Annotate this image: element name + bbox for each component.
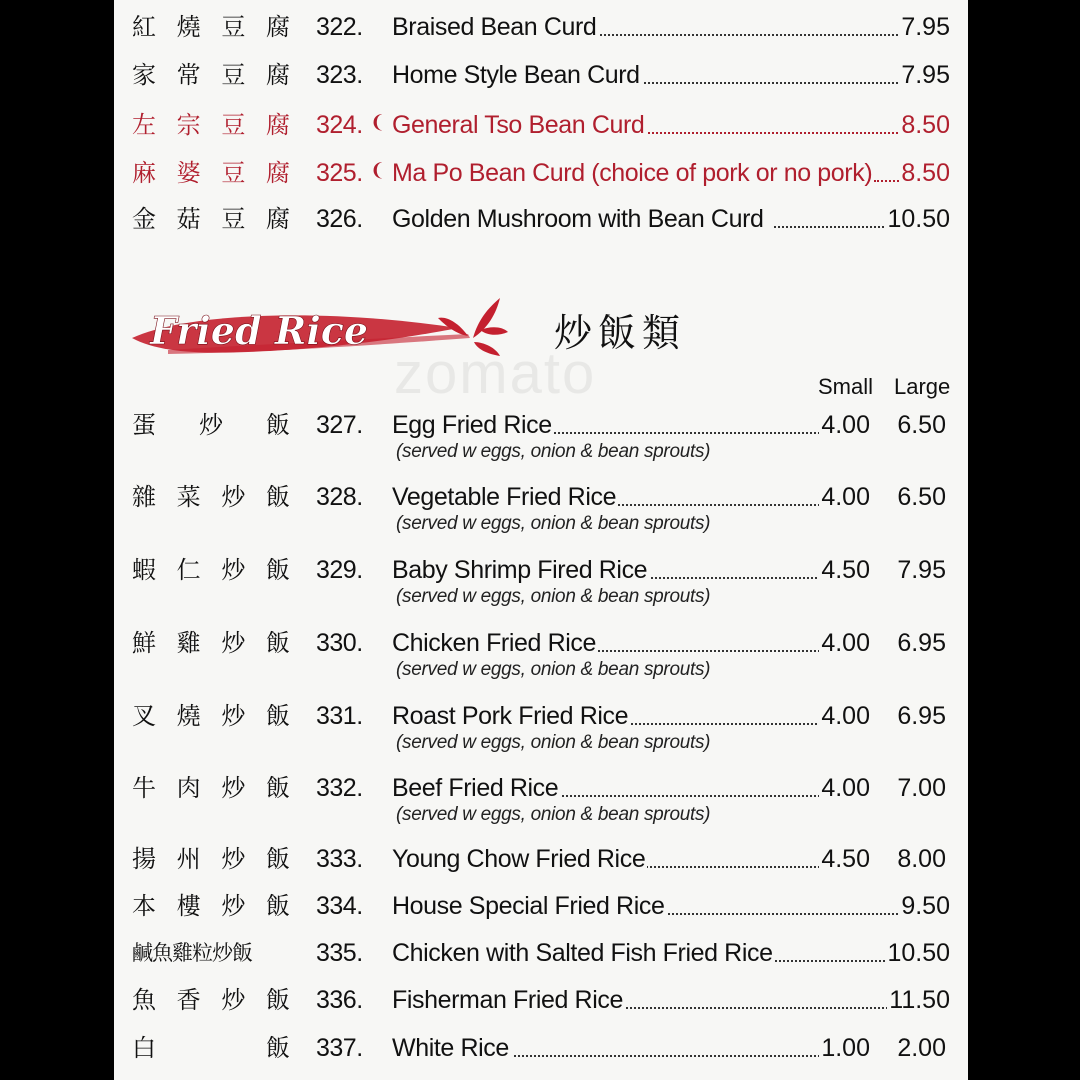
chinese-char: 香 — [176, 986, 201, 1014]
chinese-char: 蛋 — [132, 411, 156, 439]
chinese-char: 常 — [176, 61, 201, 89]
item-name: Chicken with Salted Fish Fried Rice — [392, 939, 773, 967]
item-price: 10.50 — [887, 939, 950, 967]
price-large: 2.00 — [897, 1034, 946, 1062]
item-chinese-name — [132, 410, 290, 440]
item-chinese-name — [132, 701, 290, 731]
chinese-char: 麻 — [132, 159, 156, 187]
item-price: 7.95 — [901, 13, 950, 41]
chinese-char: 宗 — [176, 111, 201, 139]
chinese-char: 腐 — [265, 111, 290, 139]
chinese-char: 炒 — [221, 483, 246, 511]
price-large: 6.95 — [897, 702, 946, 730]
chinese-char: 雜 — [132, 483, 156, 511]
chinese-char: 婆 — [176, 159, 201, 187]
chinese-char: 白 — [132, 1034, 156, 1062]
menu-item — [114, 628, 968, 658]
chinese-char: 飯 — [265, 892, 290, 920]
chinese-char: 左 — [132, 111, 156, 139]
item-note: (served w eggs, onion & bean sprouts) — [396, 804, 711, 825]
chinese-char: 豆 — [221, 61, 246, 89]
item-price: 7.95 — [901, 61, 950, 89]
chinese-char: 飯 — [265, 556, 290, 584]
chinese-char: 炒 — [221, 774, 246, 802]
price-large: 7.95 — [897, 556, 946, 584]
price-small: 4.00 — [821, 411, 870, 439]
chinese-char: 炒 — [221, 986, 246, 1014]
chinese-char: 炒 — [221, 556, 246, 584]
chinese-char: 豆 — [221, 205, 246, 233]
item-note: (served w eggs, onion & bean sprouts) — [396, 586, 711, 607]
chinese-char: 炒 — [221, 845, 246, 873]
chinese-char: 叉 — [132, 702, 156, 730]
item-chinese-name — [132, 110, 290, 140]
chinese-char: 飯 — [265, 986, 290, 1014]
item-name: Baby Shrimp Fired Rice — [392, 556, 648, 584]
chinese-char: 鮮 — [132, 629, 156, 657]
price-small: 4.00 — [821, 774, 870, 802]
chinese-char: 家 — [132, 61, 156, 89]
chinese-char: 飯 — [265, 774, 290, 802]
item-number: 325. — [316, 159, 363, 187]
item-number: 329. — [316, 556, 363, 584]
chinese-char: 肉 — [176, 774, 201, 802]
chinese-char: 樓 — [176, 892, 201, 920]
item-number: 328. — [316, 483, 363, 511]
chinese-char: 腐 — [265, 205, 290, 233]
menu-item — [114, 12, 968, 42]
menu-item — [114, 985, 968, 1015]
item-number: 331. — [316, 702, 363, 730]
dot-leader — [614, 504, 828, 506]
item-number: 323. — [316, 61, 363, 89]
chinese-char: 飯 — [265, 629, 290, 657]
chinese-char: 豆 — [221, 159, 246, 187]
item-chinese-name — [132, 555, 290, 585]
item-name: House Special Fried Rice — [392, 892, 665, 920]
chinese-char: 豆 — [221, 111, 246, 139]
item-number: 337. — [316, 1034, 363, 1062]
chinese-char: 豆 — [221, 13, 246, 41]
dot-leader — [624, 723, 828, 725]
item-chinese-name — [132, 482, 290, 512]
section-title-chinese: 炒飯類 — [554, 311, 687, 355]
chinese-char: 飯 — [265, 702, 290, 730]
item-number: 334. — [316, 892, 363, 920]
dot-leader — [639, 132, 906, 134]
chinese-char: 本 — [132, 892, 156, 920]
price-small: 4.50 — [821, 845, 870, 873]
item-chinese-name — [132, 1033, 290, 1063]
menu-page — [114, 0, 968, 1080]
menu-item-spicy — [114, 110, 968, 140]
watermark: zomato — [394, 341, 597, 406]
price-small: 4.00 — [821, 629, 870, 657]
price-large: 6.95 — [897, 629, 946, 657]
item-name: Golden Mushroom with Bean Curd — [392, 205, 764, 233]
chinese-char: 飯 — [265, 483, 290, 511]
chili-pepper-icon: ❨ — [370, 112, 386, 132]
price-small: 4.00 — [821, 483, 870, 511]
price-large: 7.00 — [897, 774, 946, 802]
chinese-char: 菜 — [176, 483, 201, 511]
chinese-char: 腐 — [265, 13, 290, 41]
item-name: Home Style Bean Curd — [392, 61, 640, 89]
price-small: 4.00 — [821, 702, 870, 730]
chinese-char: 蝦 — [132, 556, 156, 584]
item-name: Vegetable Fried Rice — [392, 483, 617, 511]
column-header-small: Small — [818, 374, 874, 399]
dot-leader — [554, 432, 828, 434]
item-number: 327. — [316, 411, 363, 439]
item-note: (served w eggs, onion & bean sprouts) — [396, 513, 711, 534]
price-large: 6.50 — [897, 483, 946, 511]
chinese-char: 飯 — [265, 845, 290, 873]
chinese-char: 菇 — [176, 205, 201, 233]
chinese-char: 州 — [176, 845, 201, 873]
chinese-char: 魚 — [132, 986, 156, 1014]
item-name: Chicken Fried Rice — [392, 629, 596, 657]
dot-leader — [774, 226, 892, 228]
menu-item — [114, 555, 968, 585]
item-note: (served w eggs, onion & bean sprouts) — [396, 441, 711, 462]
chinese-char: 紅 — [132, 13, 156, 41]
chinese-char: 仁 — [176, 556, 201, 584]
chinese-char: 炒 — [221, 629, 246, 657]
item-number: 336. — [316, 986, 363, 1014]
item-name: Egg Fried Rice — [392, 411, 552, 439]
item-price: 9.50 — [901, 892, 950, 920]
item-chinese-name — [132, 204, 290, 234]
menu-item — [114, 204, 968, 234]
menu-item — [114, 938, 968, 968]
item-number: 332. — [316, 774, 363, 802]
chinese-char: 雞 — [176, 629, 201, 657]
dot-leader — [584, 34, 906, 36]
item-number: 322. — [316, 13, 363, 41]
chinese-char: 燒 — [176, 702, 201, 730]
chinese-char: 炒 — [221, 702, 246, 730]
chinese-char: 炒 — [199, 411, 223, 439]
chinese-char: 腐 — [265, 61, 290, 89]
item-chinese-name: 鹹魚雞粒炒飯 — [132, 941, 252, 965]
item-price: 8.50 — [901, 111, 950, 139]
price-small: 1.00 — [821, 1034, 870, 1062]
menu-item — [114, 60, 968, 90]
item-number: 333. — [316, 845, 363, 873]
dot-leader — [594, 650, 828, 652]
dot-leader — [659, 913, 906, 915]
dot-leader — [514, 1055, 828, 1057]
item-chinese-name — [132, 628, 290, 658]
chinese-char: 飯 — [266, 1034, 290, 1062]
item-number: 335. — [316, 939, 363, 967]
dot-leader — [554, 795, 828, 797]
item-name: Beef Fried Rice — [392, 774, 559, 802]
dot-leader — [644, 577, 828, 579]
item-name: White Rice — [392, 1034, 509, 1062]
menu-item-spicy — [114, 158, 968, 188]
menu-item — [114, 410, 968, 440]
dot-leader — [764, 960, 892, 962]
menu-item — [114, 482, 968, 512]
item-price: 11.50 — [889, 986, 950, 1014]
menu-item — [114, 773, 968, 803]
dot-leader — [634, 866, 828, 868]
item-chinese-name — [132, 60, 290, 90]
dot-leader — [614, 1007, 892, 1009]
menu-item — [114, 701, 968, 731]
item-note: (served w eggs, onion & bean sprouts) — [396, 659, 711, 680]
menu-item — [114, 1033, 968, 1063]
chinese-char: 腐 — [265, 159, 290, 187]
item-number: 330. — [316, 629, 363, 657]
chinese-char: 牛 — [132, 774, 156, 802]
item-name: Ma Po Bean Curd (choice of pork or no pork) — [392, 159, 873, 187]
item-name: Roast Pork Fried Rice — [392, 702, 629, 730]
price-small: 4.50 — [821, 556, 870, 584]
section-title: Fried Rice — [150, 308, 369, 353]
item-price: 8.50 — [901, 159, 950, 187]
item-name: Braised Bean Curd — [392, 13, 597, 41]
price-large: 8.00 — [897, 845, 946, 873]
item-chinese-name — [132, 891, 290, 921]
chinese-char: 燒 — [176, 13, 201, 41]
column-header-large: Large — [894, 374, 951, 399]
chinese-char: 金 — [132, 205, 156, 233]
item-chinese-name — [132, 158, 290, 188]
chinese-char: 飯 — [266, 411, 290, 439]
item-price: 10.50 — [887, 205, 950, 233]
menu-item — [114, 891, 968, 921]
item-chinese-name — [132, 773, 290, 803]
menu-item — [114, 844, 968, 874]
chinese-char: 炒 — [221, 892, 246, 920]
item-name: Fisherman Fried Rice — [392, 986, 623, 1014]
chili-pepper-icon: ❨ — [370, 160, 386, 180]
item-chinese-name — [132, 12, 290, 42]
item-number: 326. — [316, 205, 363, 233]
item-name: General Tso Bean Curd — [392, 111, 645, 139]
item-note: (served w eggs, onion & bean sprouts) — [396, 732, 711, 753]
dot-leader — [624, 82, 906, 84]
item-name: Young Chow Fried Rice — [392, 845, 646, 873]
item-chinese-name — [132, 844, 290, 874]
chinese-char: 揚 — [132, 845, 156, 873]
price-large: 6.50 — [897, 411, 946, 439]
item-number: 324. — [316, 111, 363, 139]
item-chinese-name — [132, 985, 290, 1015]
